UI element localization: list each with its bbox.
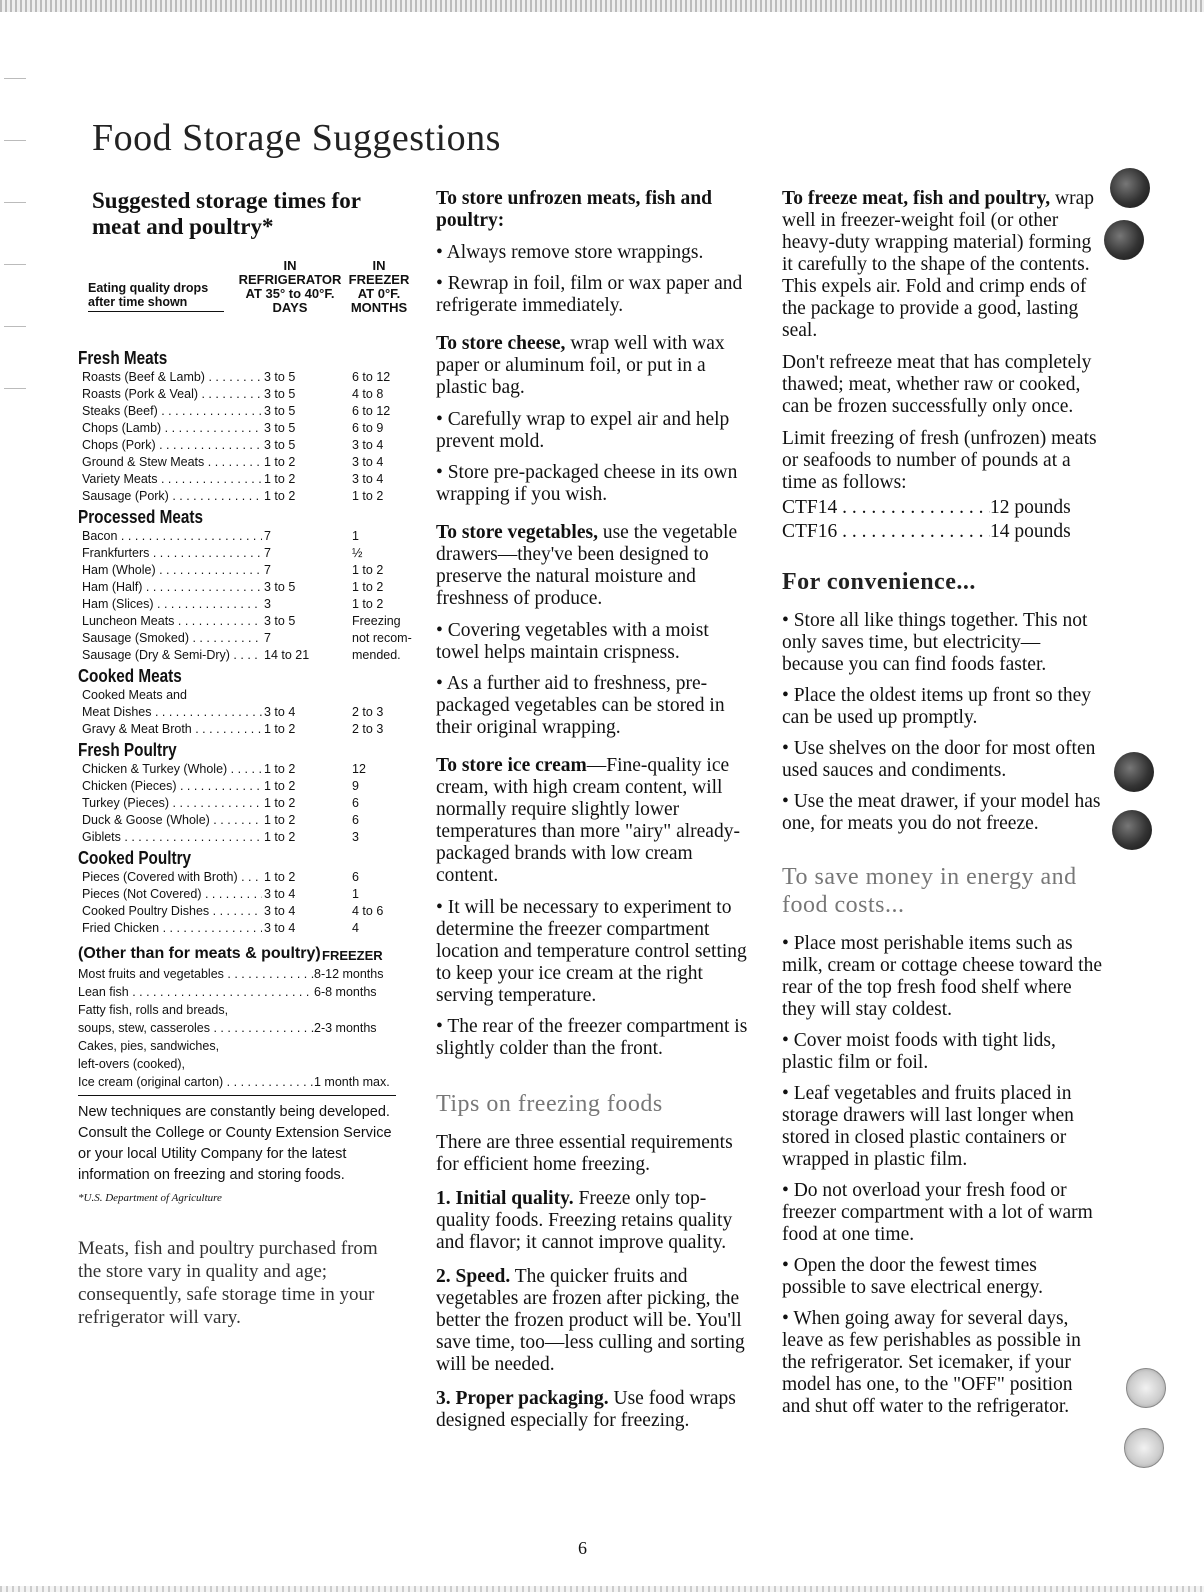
vegetables-paragraph [436, 522, 754, 610]
item-name: Ham (Whole) . . . [82, 563, 262, 577]
item-cell [82, 528, 262, 545]
freezer-months: 6 to 12 [352, 404, 391, 418]
freezer-months: 1 to 2 [352, 597, 384, 611]
table-row [78, 812, 410, 829]
bullet-item: • As a further aid to freshness, pre-packaged vegetables can be stored in their original wrapping. [436, 673, 754, 739]
item-cell [82, 596, 262, 613]
scan-artifact-bottom [0, 1586, 1204, 1592]
freezer-months: 1 [352, 529, 359, 543]
item-cell [82, 920, 262, 937]
table-row [78, 545, 410, 562]
refrigerator-days: 7 [264, 528, 334, 545]
item-name: Ice cream (original carton) . . . [78, 1075, 318, 1089]
item-cell [82, 454, 262, 471]
tip-item [436, 1188, 754, 1254]
punch-hole [1110, 168, 1150, 208]
refrigerator-days: 3 to 5 [264, 437, 334, 454]
freezer-months: 4 [352, 921, 359, 935]
item-cell [82, 829, 262, 846]
table-row [78, 369, 410, 386]
tip-lead: 3. Proper packaging. [436, 1388, 609, 1409]
item-name: Chicken & Turkey (Whole) . . . [82, 762, 262, 776]
item-cell [82, 613, 262, 630]
table-row [78, 647, 410, 664]
punch-hole [1114, 752, 1154, 792]
model-limits [782, 496, 1102, 544]
bullet-item: • Store all like things together. This not only saves time, but electricity—because you can find foods faster. [782, 610, 1102, 676]
item-cell [82, 437, 262, 454]
convenience-heading: For convenience... [782, 569, 976, 595]
storage-table-heading: Suggested storage times for meat and poultry* [92, 188, 361, 239]
item-cell [78, 1019, 318, 1037]
item-name: Lean fish . . . [78, 985, 309, 999]
freezer-time: 6-8 months [314, 983, 414, 1001]
cheese-lead: To store cheese, [436, 333, 566, 354]
refreeze-paragraph: Don't refreeze meat that has completely thawed; meat, whether raw or cooked, can be frozen successfully only once. [782, 352, 1092, 417]
table-row [78, 721, 410, 738]
table-row [78, 420, 410, 437]
item-cell [82, 721, 262, 738]
item-cell [78, 1037, 318, 1055]
item-cell [82, 579, 262, 596]
other-food-row [78, 1001, 410, 1019]
other-food-row [78, 965, 410, 983]
convenience-bullets [782, 610, 1102, 835]
refrigerator-days: 14 to 21 [264, 647, 334, 664]
item-name: Roasts (Pork & Veal) . . . [82, 387, 262, 401]
tip-item [436, 1388, 754, 1432]
table-row [78, 903, 410, 920]
other-food-row [78, 1055, 410, 1073]
bullet-item: • Place the oldest items up front so they can be used up promptly. [782, 685, 1102, 729]
bullet-item: • Cover moist foods with tight lids, plastic film or foil. [782, 1030, 1102, 1074]
tips-intro: There are three essential requirements for efficient home freezing. [436, 1132, 733, 1175]
punch-hole [1126, 1368, 1166, 1408]
tips-list [436, 1188, 754, 1432]
other-food-row [78, 983, 410, 1001]
category-heading: Processed Meats [78, 507, 204, 527]
refrigerator-column-header: IN REFRIGERATOR AT 35° to 40°F. DAYS [238, 258, 342, 315]
table-row [78, 386, 410, 403]
freezer-time: 1 month max. [314, 1073, 414, 1091]
model-limit-row [782, 496, 1102, 520]
storage-note [78, 1095, 396, 1209]
punch-hole [1112, 810, 1152, 850]
model-name: CTF14 . . . [782, 497, 992, 518]
table-row [78, 596, 410, 613]
category-heading: Fresh Poultry [78, 740, 177, 760]
refrigerator-days: 1 to 2 [264, 761, 334, 778]
item-cell [82, 488, 262, 505]
model-name: CTF16 . . . [782, 521, 992, 542]
table-row [78, 613, 410, 630]
item-name: Variety Meats . . . [82, 472, 262, 486]
refrigerator-days: 1 to 2 [264, 454, 334, 471]
refrigerator-days: 3 to 5 [264, 403, 334, 420]
unfrozen-bullets [436, 242, 754, 317]
freezer-column-header: IN FREEZER AT 0°F. MONTHS [348, 258, 410, 315]
freezer-months: 3 to 4 [352, 472, 384, 486]
item-cell [78, 1001, 318, 1019]
item-name: Sausage (Pork) . . . [82, 489, 262, 503]
table-row [78, 869, 410, 886]
bullet-item: • Store pre-packaged cheese in its own wrapping if you wish. [436, 462, 754, 506]
freezer-months: 9 [352, 779, 359, 793]
item-name: Pieces (Covered with Broth) . . . [82, 870, 262, 884]
item-name: Ham (Half) . . . [82, 580, 262, 594]
bullet-item: • Place most perishable items such as milk, cream or cottage cheese toward the rear of the top fresh food shelf where they will stay coldest. [782, 933, 1102, 1021]
item-name: soups, stew, casseroles . . . [78, 1021, 318, 1035]
freezer-months: 6 to 12 [352, 370, 391, 384]
item-name: Luncheon Meats . . . [82, 614, 262, 628]
item-cell [82, 903, 262, 920]
item-cell [82, 369, 262, 386]
refrigerator-days: 7 [264, 630, 334, 647]
freeze-paragraph [782, 188, 1102, 342]
cheese-bullets [436, 409, 754, 506]
refrigerator-days: 3 to 5 [264, 369, 334, 386]
refrigerator-days: 1 to 2 [264, 471, 334, 488]
unfrozen-heading: To store unfrozen meats, fish and poultry: [436, 188, 712, 231]
ice-cream-paragraph [436, 755, 754, 887]
item-name: Meat Dishes . . . [82, 705, 262, 719]
freezer-months: 2 to 3 [352, 705, 384, 719]
vegetables-text: use the vegetable drawers—they've been designed to preserve the natural moisture and freshness of produce. [436, 522, 738, 609]
freezer-months: 1 to 2 [352, 580, 384, 594]
item-cell [82, 778, 262, 795]
table-row [78, 437, 410, 454]
item-name: Fatty fish, rolls and breads, [78, 1003, 229, 1017]
other-foods-list [78, 965, 410, 1091]
refrigerator-days: 1 to 2 [264, 778, 334, 795]
freezer-months: 6 [352, 813, 359, 827]
item-name: Giblets . . . [82, 830, 262, 844]
freezer-months: Freezing [352, 614, 401, 628]
table-row [78, 562, 410, 579]
model-limit-row [782, 520, 1102, 544]
item-cell [82, 704, 262, 721]
item-cell [82, 630, 262, 647]
item-cell [82, 471, 262, 488]
item-cell [82, 562, 262, 579]
category-heading: Cooked Poultry [78, 848, 192, 868]
vegetables-lead: To store vegetables, [436, 522, 598, 543]
item-cell [82, 812, 262, 829]
table-row [78, 704, 410, 721]
other-food-row [78, 1019, 410, 1037]
table-row [78, 778, 410, 795]
refrigerator-days: 3 to 5 [264, 613, 334, 630]
bullet-item: • Always remove store wrappings. [436, 242, 754, 264]
item-name: Cakes, pies, sandwiches, [78, 1039, 220, 1053]
page-number: 6 [578, 1538, 587, 1558]
refrigerator-days: 7 [264, 545, 334, 562]
bullet-item: • Rewrap in foil, film or wax paper and refrigerate immediately. [436, 273, 754, 317]
vegetables-bullets [436, 620, 754, 739]
freezer-months: 1 [352, 887, 359, 901]
freezer-months: 4 to 8 [352, 387, 384, 401]
freezer-months: not recom- [352, 631, 412, 645]
refrigerator-days: 3 [264, 596, 334, 613]
save-money-bullets [782, 933, 1102, 1418]
table-row [78, 795, 410, 812]
freezer-time: 2-3 months [314, 1019, 414, 1037]
storing-tips-column [436, 188, 754, 1442]
bullet-item: • It will be necessary to experiment to determine the freezer compartment location and temperature control setting to keep your ice cream at the right serving temperature. [436, 897, 754, 1007]
page-title: Food Storage Suggestions [92, 117, 501, 159]
eating-quality-label: Eating quality drops after time shown [88, 281, 224, 312]
category-heading: Cooked Meats [78, 666, 182, 686]
item-name: Steaks (Beef) . . . [82, 404, 262, 418]
refrigerator-days: 3 to 4 [264, 886, 334, 903]
item-name: Cooked Meats and [82, 688, 187, 702]
other-foods-heading-text: (Other than for meats & poultry) [78, 945, 321, 962]
table-row [78, 920, 410, 937]
quality-paragraph: Meats, fish and poultry purchased from the store vary in quality and age; consequently, safe storage time in your refrigerator will vary. [78, 1238, 378, 1328]
item-cell [82, 403, 262, 420]
item-cell [78, 1073, 318, 1091]
refrigerator-days: 1 to 2 [264, 829, 334, 846]
punch-hole [1104, 220, 1144, 260]
refrigerator-days: 1 to 2 [264, 488, 334, 505]
pound-limit: 12 pounds [990, 497, 1071, 518]
table-row [78, 471, 410, 488]
item-name: Sausage (Smoked) . . . [82, 631, 262, 645]
item-cell [82, 869, 262, 886]
refrigerator-days: 3 to 4 [264, 903, 334, 920]
table-row [78, 454, 410, 471]
refrigerator-days: 3 to 5 [264, 420, 334, 437]
bullet-item: • When going away for several days, leave as few perishables as possible in the refrigerator. Set icemaker, if your model has one, to the "OFF" position and shut off water to the refrigerator. [782, 1308, 1102, 1418]
punch-hole [1124, 1428, 1164, 1468]
item-name: Turkey (Pieces) . . . [82, 796, 262, 810]
item-cell [82, 420, 262, 437]
item-name: Frankfurters . . . [82, 546, 262, 560]
freezer-months: ½ [352, 546, 363, 560]
tip-text: The quicker fruits and vegetables are frozen after picking, the better the frozen product will be. You'll save time, too—less culling and sorting will be needed. [436, 1266, 745, 1375]
refrigerator-days: 7 [264, 562, 334, 579]
freezer-months: mended. [352, 648, 401, 662]
item-name: Ground & Stew Meats . . . [82, 455, 262, 469]
freezer-months: 3 [352, 830, 359, 844]
item-name: Bacon . . . [82, 529, 262, 543]
refrigerator-days: 3 to 4 [264, 704, 334, 721]
bullet-item: • Leaf vegetables and fruits placed in storage drawers will last longer when stored in closed plastic containers or wrapped in plastic film. [782, 1083, 1102, 1171]
cheese-paragraph [436, 333, 754, 399]
freezer-months: 4 to 6 [352, 904, 384, 918]
model-cell [782, 496, 992, 520]
item-name: Roasts (Beef & Lamb) . . . [82, 370, 262, 384]
item-name: left-overs (cooked), [78, 1057, 185, 1071]
refrigerator-days: 1 to 2 [264, 721, 334, 738]
item-name: Ham (Slices) . . . [82, 597, 262, 611]
table-row [78, 630, 410, 647]
freezer-months: 1 to 2 [352, 489, 384, 503]
freeze-text: wrap well in freezer-weight foil (or other heavy-duty wrapping material) forming it carefully to the shape of the contents. This expels air. Fold and crimp ends of the package to provide a good, lasting seal. [782, 188, 1094, 341]
tips-heading: Tips on freezing foods [436, 1091, 663, 1117]
item-name: Cooked Poultry Dishes . . . [82, 904, 262, 918]
bullet-item: • Carefully wrap to expel air and help prevent mold. [436, 409, 754, 453]
table-row [78, 403, 410, 420]
item-name: Chops (Lamb) . . . [82, 421, 262, 435]
storage-note-text: New techniques are constantly being developed. Consult the College or County Extension Service or your local Utility Company for the latest information on freezing and storing foods. [78, 1104, 392, 1183]
bullet-item: • Open the door the fewest times possible to save electrical energy. [782, 1255, 1102, 1299]
freezer-months: 6 [352, 796, 359, 810]
refrigerator-days: 1 to 2 [264, 812, 334, 829]
refrigerator-days: 3 to 5 [264, 579, 334, 596]
bullet-item: • Covering vegetables with a moist towel helps maintain crispness. [436, 620, 754, 664]
scan-artifact-top [0, 0, 1204, 12]
freezing-convenience-column [782, 188, 1102, 1427]
refrigerator-days: 1 to 2 [264, 869, 334, 886]
freezer-time: 8-12 months [314, 965, 414, 983]
freezer-months: 2 to 3 [352, 722, 384, 736]
table-row [78, 761, 410, 778]
tip-lead: 1. Initial quality. [436, 1188, 574, 1209]
table-row [78, 687, 410, 704]
item-cell [82, 647, 262, 664]
freezer-months: 1 to 2 [352, 563, 384, 577]
refrigerator-days: 3 to 4 [264, 920, 334, 937]
tip-text: Use food wraps designed especially for freezing. [436, 1388, 736, 1431]
freeze-lead: To freeze meat, fish and poultry, [782, 188, 1051, 209]
bullet-item: • Use shelves on the door for most often used sauces and condiments. [782, 738, 1102, 782]
pound-limit: 14 pounds [990, 521, 1071, 542]
bullet-item: • Do not overload your fresh food or freezer compartment with a lot of warm food at one time. [782, 1180, 1102, 1246]
item-cell [78, 983, 318, 1001]
item-name: Most fruits and vegetables . . . [78, 967, 318, 981]
ice-cream-bullets [436, 897, 754, 1060]
table-row [78, 829, 410, 846]
ice-cream-lead: To store ice cream [436, 755, 587, 776]
bullet-item: • The rear of the freezer compartment is slightly colder than the front. [436, 1016, 754, 1060]
item-cell [82, 545, 262, 562]
model-cell [782, 520, 992, 544]
item-cell [78, 965, 318, 983]
item-name: Chops (Pork) . . . [82, 438, 262, 452]
item-name: Fried Chicken . . . [82, 921, 262, 935]
tip-item [436, 1266, 754, 1376]
item-name: Gravy & Meat Broth . . . [82, 722, 262, 736]
category-heading: Fresh Meats [78, 348, 168, 368]
cheese-text: wrap well with wax paper or aluminum foil, or put in a plastic bag. [436, 333, 725, 398]
table-row [78, 886, 410, 903]
tip-text: Freeze only top-quality foods. Freezing retains quality and flavor; it cannot improve quality. [436, 1188, 733, 1253]
other-freezer-label: FREEZER [322, 948, 383, 963]
ice-cream-text: —Fine-quality ice cream, with high cream content, will normally require slightly lower temperatures than more "airy" already-packaged brands with low cream content. [436, 755, 740, 886]
item-cell [82, 795, 262, 812]
table-row [78, 488, 410, 505]
freezer-months: 12 [352, 762, 366, 776]
freezer-months: 6 to 9 [352, 421, 384, 435]
freezer-months: 6 [352, 870, 359, 884]
freezer-months: 3 to 4 [352, 455, 384, 469]
scan-artifact-left [4, 20, 26, 440]
save-money-heading: To save money in energy and food costs... [782, 864, 1077, 918]
table-header [78, 254, 410, 346]
item-cell [82, 687, 262, 704]
other-food-row [78, 1037, 410, 1055]
item-name: Chicken (Pieces) . . . [82, 779, 262, 793]
tip-lead: 2. Speed. [436, 1266, 511, 1287]
storage-categories [78, 348, 410, 937]
item-name: Duck & Goose (Whole) . . . [82, 813, 262, 827]
other-food-row [78, 1073, 410, 1091]
table-row [78, 579, 410, 596]
item-name: Sausage (Dry & Semi-Dry) . . . [82, 648, 262, 662]
item-cell [82, 761, 262, 778]
source-footnote: *U.S. Department of Agriculture [78, 1192, 222, 1204]
bullet-item: • Use the meat drawer, if your model has one, for meats you do not freeze. [782, 791, 1102, 835]
table-row [78, 528, 410, 545]
refrigerator-days: 3 to 5 [264, 386, 334, 403]
item-cell [82, 886, 262, 903]
item-name: Pieces (Not Covered) . . . [82, 887, 262, 901]
other-foods-heading [78, 943, 410, 965]
freezer-months: 3 to 4 [352, 438, 384, 452]
storage-table-column [78, 188, 410, 1329]
item-cell [78, 1055, 318, 1073]
item-cell [82, 386, 262, 403]
limit-paragraph: Limit freezing of fresh (unfrozen) meats or seafoods to number of pounds at a time as follows: [782, 428, 1097, 493]
refrigerator-days: 1 to 2 [264, 795, 334, 812]
